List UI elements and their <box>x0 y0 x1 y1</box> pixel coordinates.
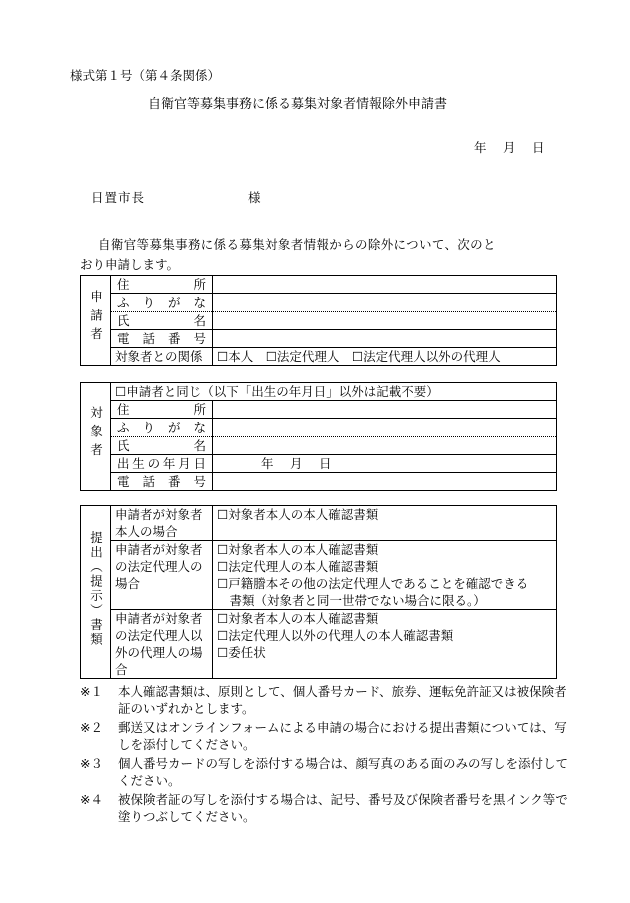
applicant-furigana-field[interactable] <box>213 294 557 312</box>
documents-items-self <box>213 506 557 541</box>
doc-checkbox-item[interactable]: ☐戸籍謄本その他の法定代理人であることを確認できる <box>217 576 529 591</box>
date-line: 年 月 日 <box>474 140 545 155</box>
intro-line-2: おり申請します。 <box>80 257 180 272</box>
subject-birthdate-field[interactable]: 年 月 日 <box>213 455 557 473</box>
note-key: ※１ <box>80 684 103 699</box>
documents-header: 提出（提示）書類 <box>81 506 111 679</box>
note-key: ※３ <box>80 756 103 771</box>
subject-same-as-applicant[interactable]: ☐申請者と同じ（以下「出生の年月日」以外は記載不要） <box>111 383 557 401</box>
intro-line-1: 自衛官等募集事務に係る募集対象者情報からの除外について、次のと <box>98 237 496 252</box>
doc-checkbox-item-cont: 書類（対象者と同一世帯でない場合に限る。） <box>217 593 486 608</box>
note-text: 被保険者証の写しを添付する場合は、記号、番号及び保険者番号を黒インク等で塗りつぶしてください。 <box>118 792 568 824</box>
applicant-table <box>80 275 557 366</box>
documents-case-legal-rep: 申請者が対象者の法定代理人の場合 <box>111 541 213 610</box>
applicant-address-field[interactable] <box>213 276 557 294</box>
subject-birthdate-label: 出生の年月日 <box>111 455 213 473</box>
subject-furigana-field[interactable] <box>213 419 557 437</box>
subject-name-label: 氏名 <box>111 437 213 455</box>
subject-address-field[interactable] <box>213 401 557 419</box>
doc-checkbox-item[interactable]: ☐法定代理人以外の代理人の本人確認書類 <box>217 628 454 643</box>
documents-items-legal-rep <box>213 541 557 610</box>
form-number: 様式第１号（第４条関係） <box>70 68 221 83</box>
applicant-address-label: 住所 <box>111 276 213 294</box>
documents-case-other-agent: 申請者が対象者の法定代理人以外の代理人の場合 <box>111 610 213 679</box>
applicant-furigana-label: ふりがな <box>111 294 213 312</box>
addressee: 日置市長 <box>91 190 146 205</box>
note-text: 本人確認書類は、原則として、個人番号カード、旅券、運転免許証又は被保険者証のいずれかとします。 <box>118 684 567 716</box>
applicant-name-field[interactable] <box>213 312 557 330</box>
doc-checkbox-item[interactable]: ☐対象者本人の本人確認書類 <box>217 507 379 522</box>
applicant-relation-label: 対象者との関係 <box>111 348 213 366</box>
subject-name-field[interactable] <box>213 437 557 455</box>
subject-header: 対象者 <box>81 383 111 491</box>
applicant-phone-label: 電話番号 <box>111 330 213 348</box>
subject-phone-field[interactable] <box>213 473 557 491</box>
applicant-header: 申請者 <box>81 276 111 366</box>
documents-table <box>80 505 557 679</box>
page-title: 自衛官等募集事務に係る募集対象者情報除外申請書 <box>148 97 448 112</box>
note-4 <box>80 791 570 825</box>
applicant-phone-field[interactable] <box>213 330 557 348</box>
subject-table <box>80 382 557 491</box>
honorific: 様 <box>248 190 261 205</box>
documents-case-self: 申請者が対象者本人の場合 <box>111 506 213 541</box>
doc-checkbox-item[interactable]: ☐委任状 <box>217 645 266 660</box>
note-key: ※２ <box>80 720 103 735</box>
note-1 <box>80 683 570 717</box>
notes <box>80 683 570 825</box>
subject-furigana-label: ふりがな <box>111 419 213 437</box>
note-3 <box>80 755 570 789</box>
note-text: 郵送又はオンラインフォームによる申請の場合における提出書類については、写しを添付してください。 <box>118 720 567 752</box>
doc-checkbox-item[interactable]: ☐対象者本人の本人確認書類 <box>217 611 379 626</box>
doc-checkbox-item[interactable]: ☐法定代理人の本人確認書類 <box>217 559 379 574</box>
note-text: 個人番号カードの写しを添付する場合は、顔写真のある面のみの写しを添付してください。 <box>118 756 569 788</box>
subject-phone-label: 電話番号 <box>111 473 213 491</box>
note-2 <box>80 719 570 753</box>
applicant-relation-options[interactable]: ☐本人 ☐法定代理人 ☐法定代理人以外の代理人 <box>213 348 557 366</box>
subject-address-label: 住所 <box>111 401 213 419</box>
applicant-name-label: 氏名 <box>111 312 213 330</box>
documents-items-other-agent <box>213 610 557 679</box>
doc-checkbox-item[interactable]: ☐対象者本人の本人確認書類 <box>217 542 379 557</box>
note-key: ※４ <box>80 792 103 807</box>
